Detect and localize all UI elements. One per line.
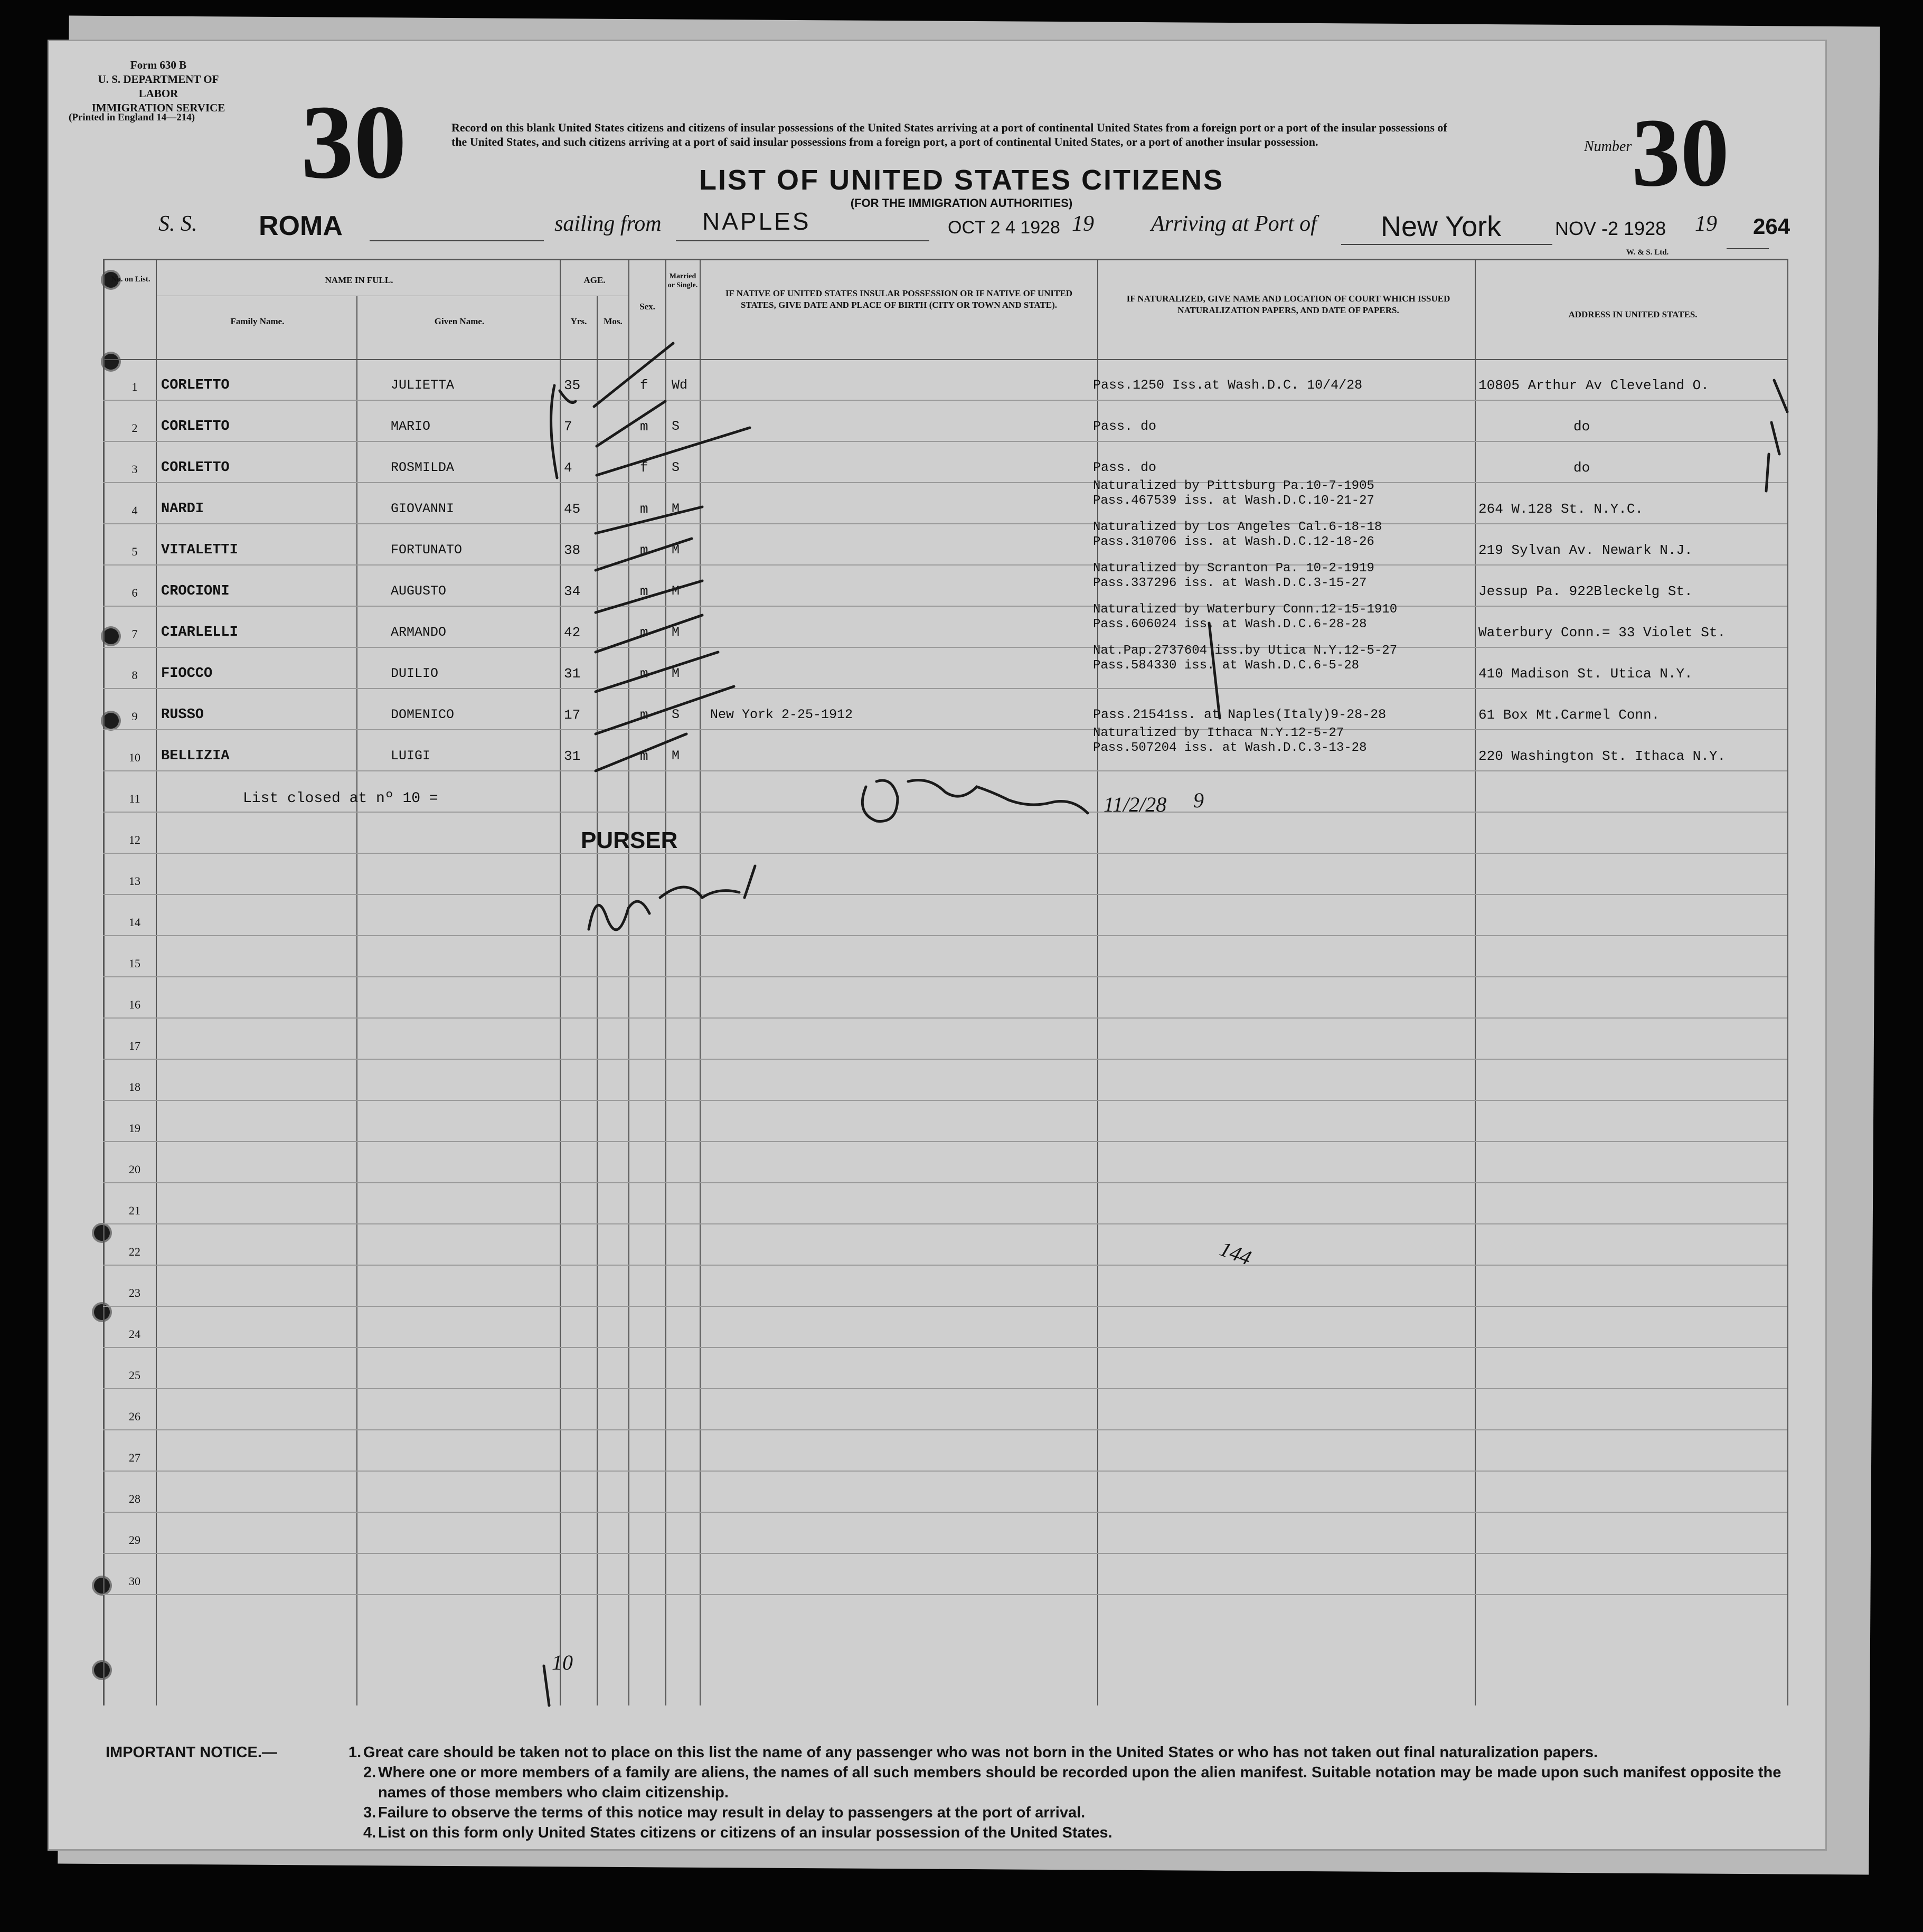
- family-name: FIOCCO: [161, 666, 213, 682]
- sex: f: [640, 378, 648, 393]
- bracket-stroke: [560, 391, 576, 403]
- family-name: RUSSO: [161, 707, 204, 723]
- annotation-stroke: [1209, 623, 1220, 718]
- marital-status: M: [672, 625, 680, 640]
- row-number: 10: [129, 751, 140, 764]
- sex: m: [640, 707, 648, 723]
- check-stroke: [597, 428, 750, 475]
- port-from: NAPLES: [702, 208, 811, 235]
- arriving-label: Arriving at Port of: [1151, 212, 1317, 236]
- age-years: 17: [564, 707, 581, 723]
- page-subtitle: (FOR THE IMMIGRATION AUTHORITIES): [850, 196, 1073, 210]
- notice-item-4: [106, 1823, 1822, 1843]
- naturalization-record: Naturalized by Pittsburg Pa.10-7-1905: [1093, 479, 1374, 493]
- sail-date: OCT 2 4 1928: [948, 218, 1060, 238]
- bracket-stroke: [551, 385, 557, 478]
- year-label-2: 19: [1695, 212, 1717, 236]
- row-number: 23: [129, 1286, 140, 1299]
- naturalization-record: Pass.337296 iss. at Wash.D.C.3-15-27: [1093, 576, 1367, 590]
- check-stroke: [596, 652, 718, 692]
- family-name: CIARLELLI: [161, 625, 238, 640]
- row-number: 14: [129, 916, 140, 929]
- col-sex-header: Sex.: [639, 301, 655, 312]
- row-number: 27: [129, 1451, 140, 1464]
- us-address: 410 Madison St. Utica N.Y.: [1478, 666, 1693, 682]
- age-years: 45: [564, 501, 581, 517]
- row-number: 3: [131, 463, 138, 476]
- ss-label: S. S.: [158, 212, 197, 236]
- col-no-header: No. on List.: [111, 275, 150, 284]
- notice-num: 4.: [363, 1824, 376, 1841]
- naturalization-record: Pass.310706 iss. at Wash.D.C.12-18-26: [1093, 535, 1374, 549]
- col-naturalized-header: IF NATURALIZED, GIVE NAME AND LOCATION OF COURT WHICH ISSUED NATURALIZATION PAPERS, AND DATE OF PAPERS.: [1126, 294, 1450, 315]
- row-number: 20: [129, 1163, 140, 1176]
- given-name: ROSMILDA: [391, 460, 455, 475]
- col-given-header: Given Name.: [434, 316, 485, 326]
- sex: m: [640, 501, 648, 517]
- port-to: New York: [1381, 211, 1502, 242]
- notice-text: List on this form only United States citizens or citizens of an insular possession of the United States.: [378, 1824, 1113, 1841]
- notice-lead: IMPORTANT NOTICE.—: [106, 1744, 277, 1761]
- family-name: NARDI: [161, 501, 204, 517]
- given-name: JULIETTA: [391, 378, 455, 393]
- row-number: 29: [129, 1533, 140, 1547]
- ship-name: ROMA: [259, 211, 343, 241]
- inspector-signature: [862, 780, 1088, 822]
- naturalization-record: Naturalized by Los Angeles Cal.6-18-18: [1093, 520, 1382, 534]
- family-name: VITALETTI: [161, 542, 238, 558]
- family-name: CORLETTO: [161, 460, 230, 476]
- col-address-header: ADDRESS IN UNITED STATES.: [1568, 309, 1698, 319]
- sex: m: [640, 748, 648, 764]
- tick-stroke: [1771, 422, 1779, 454]
- us-address: 61 Box Mt.Carmel Conn.: [1478, 707, 1660, 723]
- row-number: 19: [129, 1121, 140, 1135]
- naturalization-record: Naturalized by Ithaca N.Y.12-5-27: [1093, 726, 1344, 740]
- us-address: 219 Sylvan Av. Newark N.J.: [1478, 542, 1693, 558]
- marital-status: M: [672, 542, 680, 558]
- given-name: FORTUNATO: [391, 542, 463, 558]
- family-name: CROCIONI: [161, 583, 230, 599]
- col-native-header: IF NATIVE OF UNITED STATES INSULAR POSSESSION OR IF NATIVE OF UNITED STATES, GIVE DATE AND PLACE OF BIRTH (CITY OR TOWN AND STATE).: [725, 288, 1072, 310]
- service: IMMIGRATION SERVICE: [91, 101, 225, 114]
- inspector-time: 9: [1193, 788, 1204, 812]
- row-number: 17: [129, 1039, 140, 1052]
- arrival-date: NOV -2 1928: [1555, 218, 1666, 239]
- notice-text: Where one or more members of a family are aliens, the names of all such members should be recorded upon the alien manifest. Suitable notation may be made upon such manifest opposite the names of those members who claim citizenship.: [378, 1764, 1781, 1801]
- row-number: 25: [129, 1369, 140, 1382]
- marital-status: M: [672, 748, 680, 764]
- row-number: 13: [129, 874, 140, 888]
- given-name: LUIGI: [391, 748, 431, 764]
- important-notice: [106, 1742, 1822, 1843]
- row-number: 6: [131, 586, 138, 599]
- us-address: Waterbury Conn.= 33 Violet St.: [1478, 625, 1726, 640]
- list-number-right: 30: [1632, 99, 1729, 207]
- us-address: 264 W.128 St. N.Y.C.: [1478, 501, 1644, 517]
- printed-note: (Printed in England 14—214): [69, 112, 195, 123]
- row-number: 1: [131, 380, 138, 393]
- check-stroke: [596, 686, 734, 734]
- number-label: Number: [1584, 138, 1632, 155]
- marital-status: M: [672, 666, 680, 681]
- sex: m: [640, 625, 648, 640]
- row-number: 8: [131, 668, 138, 682]
- check-stroke: [596, 581, 702, 612]
- purser-stamp: PURSER: [581, 827, 678, 853]
- page-mark: 144: [1217, 1237, 1255, 1270]
- us-address: Jessup Pa. 922Bleckelg St.: [1478, 583, 1693, 599]
- given-name: DOMENICO: [391, 707, 455, 722]
- row-number: 30: [129, 1575, 140, 1588]
- list-number-left: 30: [301, 84, 407, 201]
- given-name: GIOVANNI: [391, 501, 455, 516]
- list-closed-note: List closed at nº 10 =: [243, 790, 438, 807]
- notice-item-1: [106, 1742, 1822, 1763]
- col-age-header: AGE.: [583, 275, 606, 285]
- age-years: 34: [564, 583, 581, 599]
- marital-status: S: [672, 460, 680, 475]
- check-stroke: [596, 539, 692, 570]
- age-years: 7: [564, 419, 572, 435]
- notice-num: 2.: [363, 1764, 376, 1781]
- row-number: 4: [131, 504, 138, 517]
- given-name: ARMANDO: [391, 625, 447, 640]
- naturalization-record: Pass.467539 iss. at Wash.D.C.10-21-27: [1093, 494, 1374, 508]
- given-name: MARIO: [391, 419, 431, 434]
- sex: m: [640, 542, 648, 558]
- notice-num: 3.: [363, 1804, 376, 1821]
- row-number: 11: [129, 792, 140, 805]
- tick-stroke: [1774, 380, 1787, 412]
- check-stroke: [596, 615, 702, 652]
- check-stroke: [596, 734, 686, 771]
- col-mos-header: Mos.: [604, 316, 623, 326]
- family-name: CORLETTO: [161, 419, 230, 435]
- row-number: 24: [129, 1327, 140, 1341]
- naturalization-record: Nat.Pap.2737604 iss.by Utica N.Y.12-5-27: [1093, 644, 1398, 658]
- purser-signature: [589, 866, 755, 930]
- naturalization-record: Pass.1250 Iss.at Wash.D.C. 10/4/28: [1093, 378, 1363, 393]
- marital-status: S: [672, 707, 680, 722]
- age-years: 31: [564, 666, 581, 682]
- marital-status: S: [672, 419, 680, 434]
- sex: m: [640, 419, 648, 435]
- naturalization-record: Pass. do: [1093, 419, 1157, 434]
- given-name: AUGUSTO: [391, 583, 447, 599]
- us-address: do: [1573, 460, 1590, 476]
- col-name-header: NAME IN FULL.: [325, 275, 393, 285]
- row-number: 15: [129, 957, 140, 970]
- family-name: CORLETTO: [161, 378, 230, 393]
- notice-text: Great care should be taken not to place on this list the name of any passenger who was not born in the United States or who has not taken out final naturalization papers.: [363, 1744, 1598, 1761]
- sailing-label: sailing from: [554, 212, 662, 236]
- col-yrs-header: Yrs.: [570, 316, 587, 326]
- row-number: 16: [129, 998, 140, 1011]
- birth-place-date: New York 2-25-1912: [710, 707, 853, 722]
- row-number: 7: [131, 627, 138, 640]
- naturalization-record: Pass.606024 iss. at Wash.D.C.6-28-28: [1093, 617, 1367, 632]
- marital-status: M: [672, 583, 680, 599]
- marital-status: Wd: [672, 378, 688, 393]
- row-number: 28: [129, 1492, 140, 1505]
- us-address: 220 Washington St. Ithaca N.Y.: [1478, 748, 1726, 764]
- family-name: BELLIZIA: [161, 748, 230, 764]
- page-title: LIST OF UNITED STATES CITIZENS: [699, 164, 1224, 196]
- marital-status: M: [672, 501, 680, 516]
- sex: f: [640, 460, 648, 476]
- notice-item-2: [106, 1763, 1822, 1803]
- row-number: 5: [131, 545, 138, 558]
- naturalization-record: Pass.584330 iss. at Wash.D.C.6-5-28: [1093, 658, 1360, 673]
- year-label-1: 19: [1072, 212, 1094, 236]
- row-number: 2: [131, 421, 138, 435]
- age-years: 42: [564, 625, 581, 640]
- sex: m: [640, 583, 648, 599]
- us-address: 10805 Arthur Av Cleveland O.: [1478, 378, 1709, 393]
- page-number: 264: [1753, 214, 1790, 239]
- naturalization-record: Pass.21541ss. at Naples(Italy)9-28-28: [1093, 707, 1387, 722]
- age-years: 31: [564, 748, 581, 764]
- notice-num: 1.: [348, 1744, 362, 1761]
- check-stroke: [594, 343, 673, 407]
- check-stroke: [597, 401, 665, 446]
- row-number: 22: [129, 1245, 140, 1258]
- naturalization-record: Naturalized by Scranton Pa. 10-2-1919: [1093, 561, 1374, 576]
- tick-stroke: [1766, 454, 1769, 491]
- bottom-mark: 10: [552, 1651, 573, 1674]
- row-number: 12: [129, 833, 140, 846]
- inspector-date: 11/2/28: [1104, 793, 1167, 816]
- naturalization-record: Naturalized by Waterbury Conn.12-15-1910: [1093, 602, 1398, 617]
- sex: m: [640, 666, 648, 682]
- given-name: DUILIO: [391, 666, 439, 681]
- form-number: Form 630 B: [130, 59, 187, 71]
- instructions-text: Record on this blank United States citizens and citizens of insular possessions of the United States arriving at a port of continental United States from a foreign port or a port of the insular possessions of the United States, and such citizens arriving at a port of said insular possessions from a foreign port, a port of continental United States, or a port of another insular possession.: [451, 121, 1447, 148]
- printer-mark: W. & S. Ltd.: [1626, 248, 1669, 257]
- row-number: 18: [129, 1080, 140, 1094]
- naturalization-record: Pass.507204 iss. at Wash.D.C.3-13-28: [1093, 741, 1367, 755]
- notice-text: Failure to observe the terms of this notice may result in delay to passengers at the port of arrival.: [378, 1804, 1086, 1821]
- row-number: 9: [131, 710, 138, 723]
- notice-item-3: [106, 1803, 1822, 1823]
- col-family-header: Family Name.: [230, 316, 285, 326]
- bottom-mark-stroke: [544, 1666, 549, 1705]
- row-number: 21: [129, 1204, 140, 1217]
- age-years: 35: [564, 378, 581, 393]
- col-married-header: Married or Single.: [667, 272, 698, 289]
- row-number: 26: [129, 1410, 140, 1423]
- check-stroke: [596, 507, 702, 533]
- age-years: 4: [564, 460, 572, 476]
- age-years: 38: [564, 542, 581, 558]
- naturalization-record: Pass. do: [1093, 460, 1157, 475]
- us-address: do: [1573, 419, 1590, 435]
- department: U. S. DEPARTMENT OF LABOR: [98, 73, 219, 100]
